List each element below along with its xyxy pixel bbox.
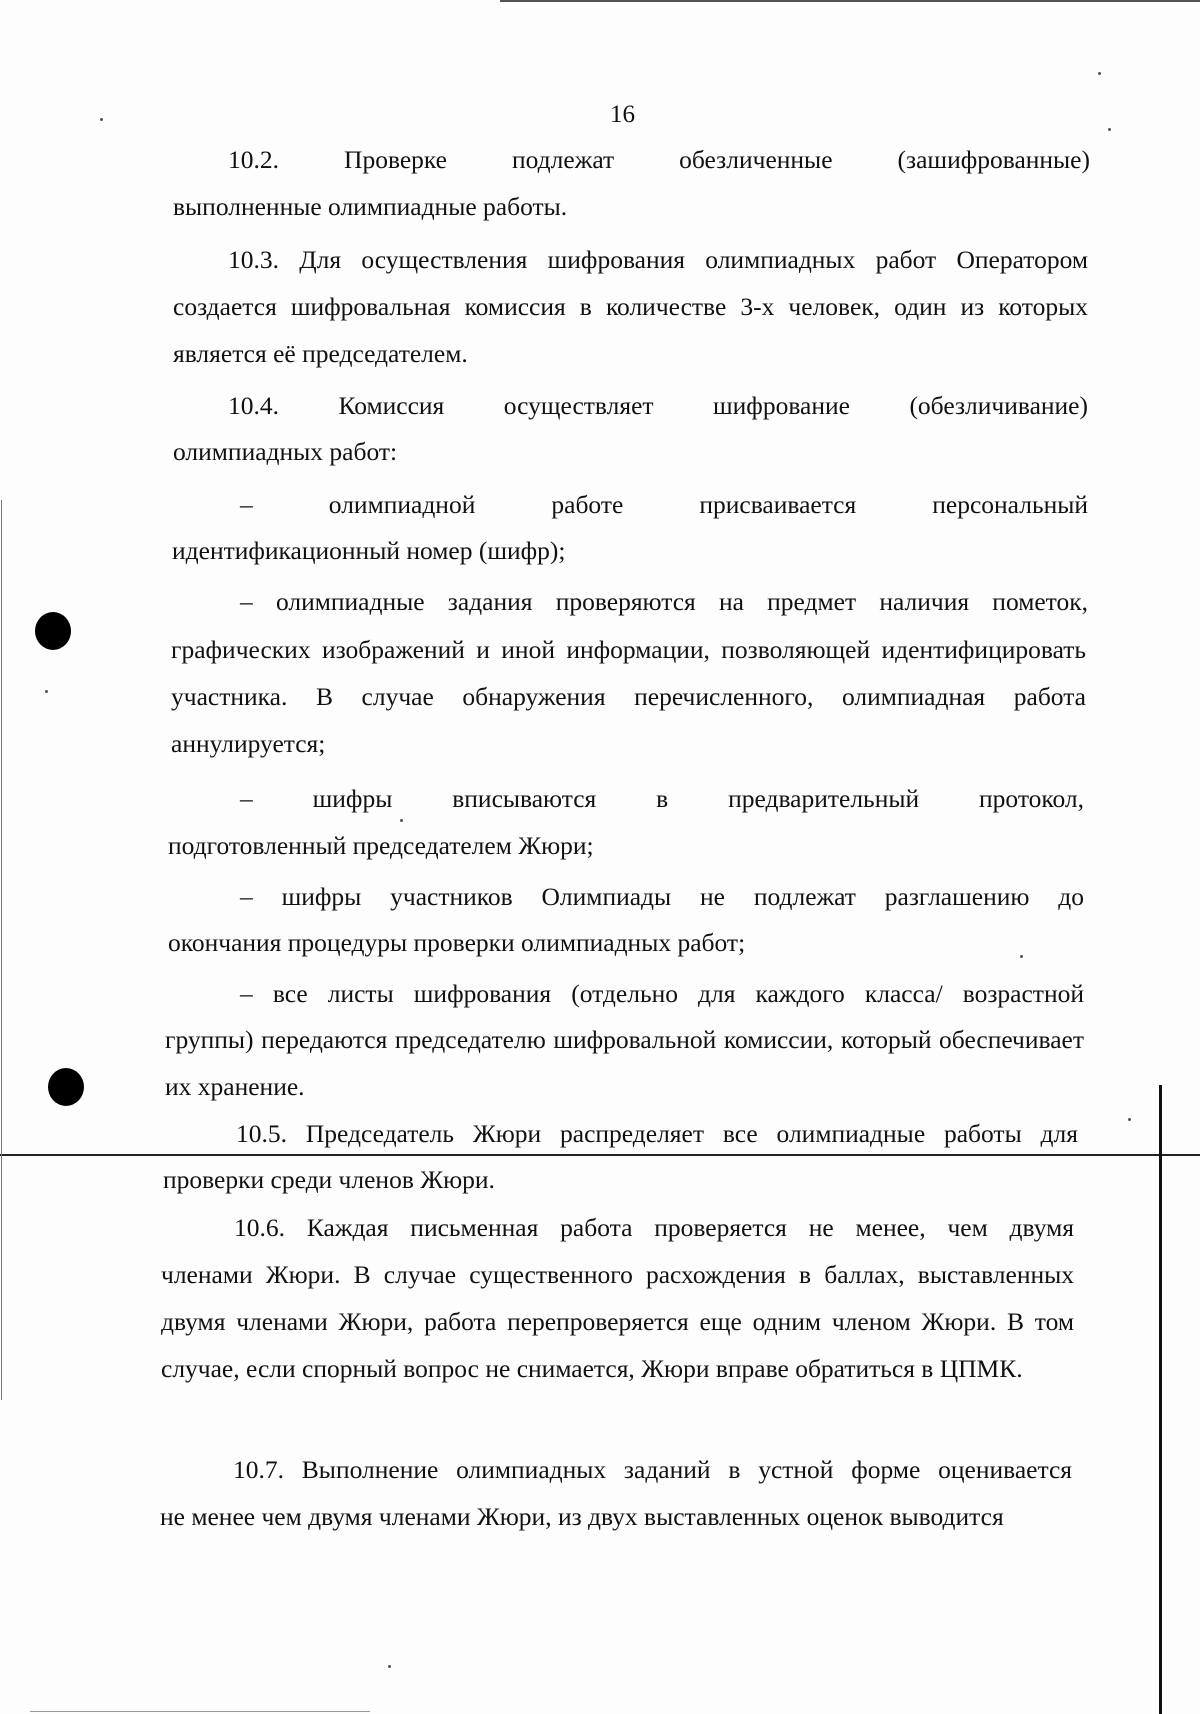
paragraph-body: проверки среди членов Жюри. [163, 1165, 495, 1194]
paragraph-first-line: 10.3. Для осуществления шифрования олимпиадных работ Оператором [228, 245, 1088, 274]
scan-edge-line [1159, 1085, 1162, 1714]
page-number: 16 [610, 101, 635, 128]
paragraph-body: не менее чем двумя членами Жюри, из двух выставленных оценок выводится [160, 1502, 1004, 1531]
paragraph-first-line: 10.4. Комиссия осуществляет шифрование (обезличивание) [228, 391, 1088, 420]
paragraph-first-line: 10.7. Выполнение олимпиадных заданий в устной форме оценивается [233, 1455, 1072, 1484]
paragraph-body: создается шифровальная комиссия в количестве 3-х человек, один из которых является её председателем. [173, 292, 1088, 368]
scan-edge-line [500, 0, 1200, 2]
list-item-first-line: – все листы шифрования (отдельно для каждого класса/ возрастной [240, 979, 1084, 1008]
list-item-body: идентификационный номер (шифр); [172, 536, 566, 565]
paragraph-body: членами Жюри. В случае существенного расхождения в баллах, выставленных двумя членами Жюри, работа перепроверяется еще одним членом Жюри. В том случае, если спорный вопрос не снимается, Жюри вправе обратиться в ЦПМК. [161, 1260, 1074, 1383]
list-item-body: графических изображений и иной информации, позволяющей идентифицировать участника. В случае обнаружения перечисленного, олимпиадная работа аннулируется; [171, 635, 1086, 758]
scan-edge-line [30, 1711, 370, 1712]
scan-speck [45, 690, 48, 693]
list-item-first-line: – шифры участников Олимпиады не подлежат разглашению до [240, 882, 1084, 911]
paragraph-body: олимпиадных работ: [173, 437, 398, 466]
list-item-first-line: – олимпиадные задания проверяются на предмет наличия пометок, [240, 587, 1088, 616]
list-item-first-line: – шифры вписываются в предварительный протокол, [240, 784, 1084, 813]
scan-speck [100, 118, 103, 121]
punch-hole [35, 612, 71, 650]
scan-speck [388, 1665, 391, 1668]
paragraph-first-line: 10.6. Каждая письменная работа проверяется не менее, чем двумя [234, 1213, 1074, 1242]
scan-edge-line [1, 500, 2, 1400]
list-item-first-line: – олимпиадной работе присваивается персональный [240, 490, 1088, 519]
scan-speck [1098, 72, 1101, 75]
list-item-body: группы) передаются председателю шифровальной комиссии, который обеспечивает их хранение. [165, 1025, 1084, 1101]
paragraph-first-line: 10.5. Председатель Жюри распределяет все олимпиадные работы для [236, 1119, 1078, 1148]
list-item-body: подготовленный председателем Жюри; [168, 831, 594, 860]
scan-speck [1128, 1118, 1131, 1121]
paragraph-body: выполненные олимпиадные работы. [173, 192, 568, 221]
list-item-body: окончания процедуры проверки олимпиадных работ; [168, 928, 746, 957]
punch-hole [48, 1068, 84, 1106]
paragraph-first-line: 10.2. Проверке подлежат обезличенные (зашифрованные) [228, 145, 1090, 174]
scan-speck [1108, 128, 1111, 131]
